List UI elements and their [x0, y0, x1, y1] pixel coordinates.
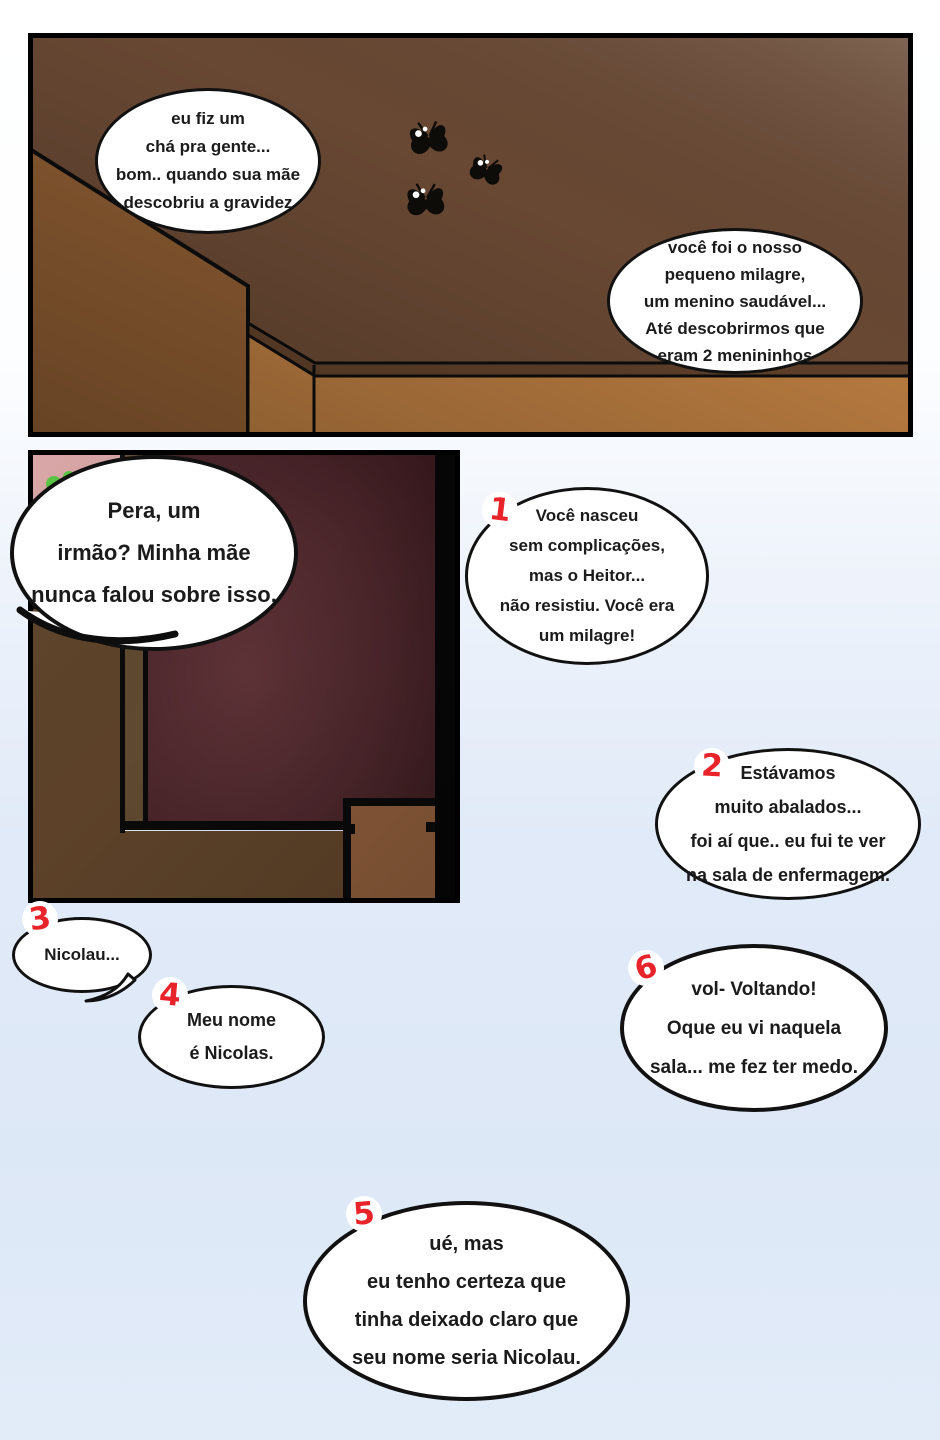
speech-tail-stroke [15, 598, 185, 668]
speech-line: chá pra gente... [145, 137, 271, 156]
speech-line: foi aí que.. eu fui te ver [690, 831, 886, 851]
speech-line: mas o Heitor... [528, 566, 646, 585]
tail-curve [20, 610, 175, 641]
number-text: 1 [487, 490, 513, 530]
speech-line: Pera, um [107, 498, 201, 523]
speech-line: descobriu a gravidez [123, 193, 293, 212]
speech-line: muito abalados... [714, 797, 862, 817]
butterfly-wings [409, 124, 449, 155]
speech-line: vol- Voltando! [691, 978, 817, 1000]
number-text: 2 [700, 747, 724, 785]
speech-line: ué, mas [429, 1233, 504, 1255]
speech-line: um menino saudável... [643, 291, 827, 311]
speech-line: Meu nome [186, 1010, 276, 1030]
speech-line: sala... me fez ter medo. [649, 1056, 859, 1078]
speech-line: Nicolau... [44, 945, 120, 964]
butterfly-wings [407, 188, 445, 216]
speech-line: eu tenho certeza que [367, 1271, 566, 1293]
speech-line: nunca falou sobre isso. [31, 582, 277, 607]
speech-line: você foi o nosso [667, 237, 803, 257]
speech-line: na sala de enfermagem. [685, 865, 891, 885]
number-text: 6 [630, 947, 662, 989]
speech-line: Você nasceu [535, 506, 639, 525]
speech-line: Estávamos [740, 763, 836, 783]
number-text: 3 [26, 899, 54, 939]
speech-tail-small [78, 970, 138, 1006]
speech-line: um milagre! [538, 626, 636, 645]
speech-bubble-5 [303, 1201, 630, 1401]
speech-line: sem complicações, [509, 536, 665, 555]
speech-line: é Nicolas. [189, 1043, 274, 1063]
speech-line: seu nome seria Nicolau. [352, 1347, 581, 1369]
butterfly-icon [401, 173, 452, 230]
tail-curl [86, 974, 135, 1001]
speech-bubble-tea [95, 88, 321, 234]
speech-line: bom.. quando sua mãe [115, 165, 301, 184]
butterfly-icon [401, 109, 456, 170]
speech-line: eu fiz um [171, 109, 245, 128]
speech-line: irmão? Minha mãe [57, 540, 251, 565]
speech-line: pequeno milagre, [664, 264, 806, 284]
speech-line: Até descobrirmos que [645, 318, 825, 338]
speech-line: eram 2 menininhos [657, 345, 813, 365]
speech-line: não resistiu. Você era [499, 596, 675, 615]
speech-line: Oque eu vi naquela [666, 1017, 842, 1039]
speech-line: tinha deixado claro que [354, 1309, 579, 1331]
number-text: 5 [351, 1195, 377, 1233]
number-text: 4 [157, 976, 183, 1014]
speech-bubble-miracle [607, 228, 863, 374]
